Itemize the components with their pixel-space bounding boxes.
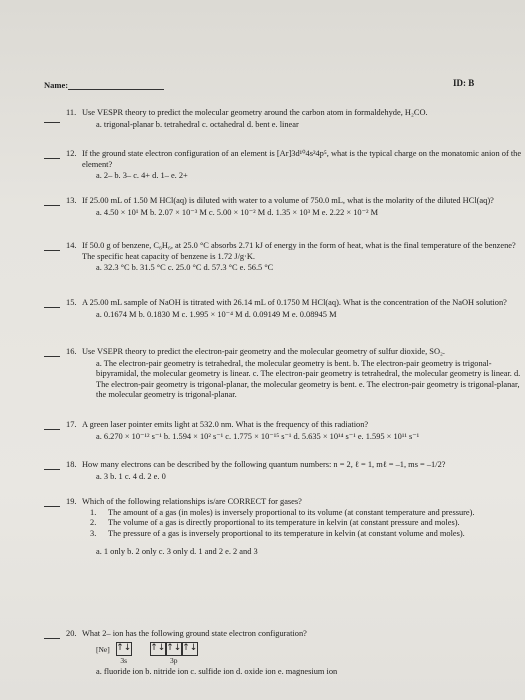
orbital-box: ↑↓ xyxy=(116,642,132,656)
question-number: 13. xyxy=(66,196,77,205)
statement-text: The volume of a gas is directly proportional to its temperature in kelvin (at constant pressure and moles). xyxy=(108,518,460,528)
answer-blank[interactable] xyxy=(44,122,60,123)
question-text: If 50.0 g of benzene, C₆H₆, at 25.0 °C absorbs 2.71 kJ of energy in the form of heat, what is the final temperature of the benzene? The specific heat capacity of benzene is 1.72 J/g·K. xyxy=(82,241,516,261)
answer-blank[interactable] xyxy=(44,638,60,639)
question-text: How many electrons can be described by the following quantum numbers: n = 2, ℓ = 1, mℓ = –1, ms = –1/2? xyxy=(82,460,446,469)
answer-blank[interactable] xyxy=(44,429,60,430)
question-number: 20. xyxy=(66,629,77,638)
answer-blank[interactable] xyxy=(44,469,60,470)
question-number: 15. xyxy=(66,298,77,307)
answer-choices: a. 1 only b. 2 only c. 3 only d. 1 and 2 e. 2 and 3 xyxy=(96,547,258,557)
answer-blank[interactable] xyxy=(44,307,60,308)
orbital-3s xyxy=(116,642,132,667)
answer-choices: a. 3 b. 1 c. 4 d. 2 e. 0 xyxy=(96,471,166,481)
name-label: Name: xyxy=(44,80,69,90)
answer-choices: a. trigonal-planar b. tetrahedral c. octahedral d. bent e. linear xyxy=(96,119,299,129)
answer-blank[interactable] xyxy=(44,250,60,251)
question-text: Use VESPR theory to predict the molecular geometry around the carbon atom in formaldehyde, H₂CO. xyxy=(82,108,428,117)
core-config: [Ne] xyxy=(96,644,110,654)
orbital-label: 3s xyxy=(120,655,128,665)
question-number: 11. xyxy=(66,108,77,117)
answer-choices: a. 4.50 × 10¹ M b. 2.07 × 10⁻³ M c. 5.00 × 10⁻² M d. 1.35 × 10³ M e. 2.22 × 10⁻² M xyxy=(96,207,379,217)
statement-item: 1. The amount of a gas (in moles) is inversely proportional to its volume (at constant temperature and pressure). xyxy=(90,507,475,517)
question-number: 18. xyxy=(66,460,77,469)
answer-choices: a. The electron-pair geometry is tetrahedral, the molecular geometry is bent. b. The electron-pair geometry is trigonal-bipyramidal, the molecular geometry is linear. c. The electron-pair geometry is tetrahedral, the molecular geometry is linear. d. The electron-pair geometry is trigonal-planar, the molecular geometry is bent. e. The electron-pair geometry is trigonal-planar, the molecular geometry is trigonal-planar. xyxy=(96,358,521,400)
question-text: A green laser pointer emits light at 532.0 nm. What is the frequency of this radiation? xyxy=(82,420,369,429)
question-text: If 25.00 mL of 1.50 M HCl(aq) is diluted with water to a volume of 750.0 mL, what is the molarity of the diluted HCl(aq)? xyxy=(82,196,494,205)
id-label: ID: B xyxy=(453,78,475,88)
orbital-label: 3p xyxy=(170,655,178,665)
question-text: If the ground state electron configuration of an element is [Ar]3d¹⁰4s²4p⁵, what is the typical charge on the monatomic anion of the element? xyxy=(82,149,522,169)
question-text: What 2– ion has the following ground state electron configuration? xyxy=(82,629,307,638)
answer-choices: a. 32.3 °C b. 31.5 °C c. 25.0 °C d. 57.3 °C e. 56.5 °C xyxy=(96,263,274,273)
answer-choices: a. 0.1674 M b. 0.1830 M c. 1.995 × 10⁻⁴ M d. 0.09149 M e. 0.08945 M xyxy=(96,309,337,319)
answer-blank[interactable] xyxy=(44,506,60,507)
question-text: Which of the following relationships is/are CORRECT for gases? xyxy=(82,497,302,506)
answer-choices: a. 2– b. 3– c. 4+ d. 1– e. 2+ xyxy=(96,171,188,181)
orbital-3p xyxy=(150,642,198,667)
orbital-box: ↑↓ xyxy=(182,642,198,656)
orbital-box: ↑↓ xyxy=(166,642,182,656)
question-number: 16. xyxy=(66,347,77,356)
question-number: 19. xyxy=(66,497,77,506)
answer-blank[interactable] xyxy=(44,205,60,206)
answer-choices: a. 6.270 × 10⁻¹² s⁻¹ b. 1.594 × 10² s⁻¹ c. 1.775 × 10⁻¹⁵ s⁻¹ d. 5.635 × 10¹⁴ s⁻¹ e. 1.595 × 10¹¹ s⁻¹ xyxy=(96,431,420,441)
answer-blank[interactable] xyxy=(44,356,60,357)
orbital-box: ↑↓ xyxy=(150,642,166,656)
answer-blank[interactable] xyxy=(44,158,60,159)
name-line xyxy=(68,89,164,90)
answer-choices: a. fluoride ion b. nitride ion c. sulfide ion d. oxide ion e. magnesium ion xyxy=(96,667,338,677)
statement-text: The amount of a gas (in moles) is inversely proportional to its volume (at constant temperature and pressure). xyxy=(108,507,475,517)
orbital-diagram xyxy=(96,642,522,667)
statement-item: 2. The volume of a gas is directly proportional to its temperature in kelvin (at constant pressure and moles). xyxy=(90,518,460,528)
question-number: 12. xyxy=(66,149,77,158)
question-text: Use VSEPR theory to predict the electron-pair geometry and the molecular geometry of sulfur dioxide, SO₂. xyxy=(82,347,446,356)
question-text: A 25.00 mL sample of NaOH is titrated with 26.14 mL of 0.1750 M HCl(aq). What is the concentration of the NaOH solution? xyxy=(82,298,507,307)
question-number: 17. xyxy=(66,420,77,429)
statement-text: The pressure of a gas is inversely proportional to its temperature in kelvin (at constant volume and moles). xyxy=(108,528,465,538)
question-number: 14. xyxy=(66,241,77,250)
statement-item: 3. The pressure of a gas is inversely proportional to its temperature in kelvin (at constant volume and moles). xyxy=(90,528,465,538)
